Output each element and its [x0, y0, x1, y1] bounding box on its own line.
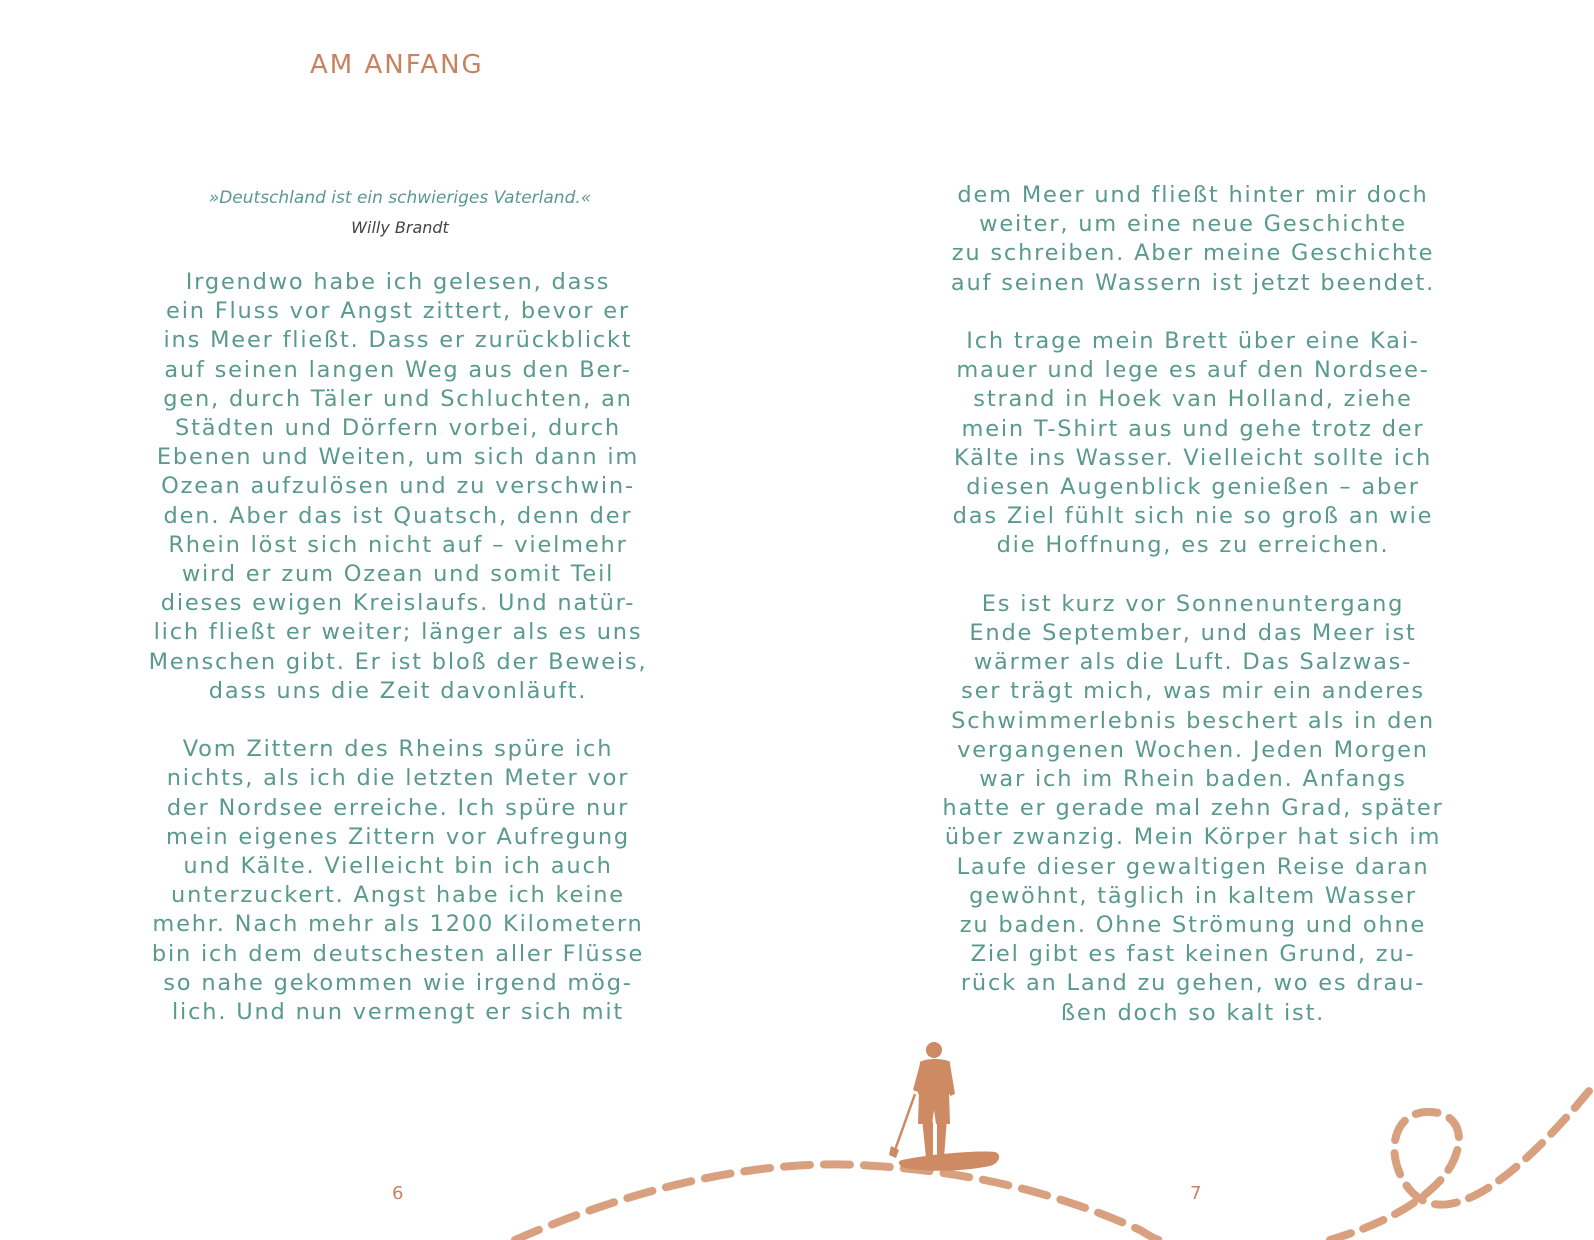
left-page-text	[118, 268, 678, 1027]
epigraph-quote: »Deutschland ist ein schwieriges Vaterland.«	[208, 188, 592, 208]
paragraph: Es ist kurz vor Sonnenuntergang Ende September, und das Meer ist wärmer als die Luft. Das Salzwas- ser trägt mich, was mir ein anderes Schwimmerlebnis beschert als in den vergangenen Wochen. Jeden Morgen war ich im Rhein baden. Anfangs hatte er gerade mal zehn Grad, später über zwanzig. Mein Körper hat sich im Laufe dieser gewaltigen Reise daran gewöhnt, täglich in kaltem Wasser zu baden. Ohne Strömung und ohne Ziel gibt es fast keinen Grund, zu- rück an Land zu gehen, wo es drau- ßen doch so kalt ist.	[942, 590, 1444, 1026]
paragraph: Ich trage mein Brett über eine Kai- mauer und lege es auf den Nordsee- strand in Hoek van Holland, ziehe mein T-Shirt aus und gehe trotz der Kälte ins Wasser. Vielleicht sollte ich diesen Augenblick genießen – aber das Ziel fühlt sich nie so groß an wie die Hoffnung, es zu erreichen.	[952, 328, 1434, 559]
dashed-route-path-right	[1330, 1085, 1594, 1240]
paddle	[895, 1094, 915, 1150]
paragraph: Vom Zittern des Rheins spüre ich nichts, als ich die letzten Meter vor der Nordsee erreiche. Ich spüre nur mein eigenes Zittern vor Aufregung und Kälte. Vielleicht bin ich auch unterzuckert. Angst habe ich keine mehr. Nach mehr als 1200 Kilometern bin ich dem deutschesten aller Flüsse so nahe gekommen wie irgend mög- lich. Und nun vermengt er sich mit	[151, 736, 645, 1026]
page-number-right: 7	[1190, 1183, 1202, 1204]
paragraph: dem Meer und fließt hinter mir doch weiter, um eine neue Geschichte zu schreiben. Aber meine Geschichte auf seinen Wassern ist jetzt beendet.	[950, 182, 1436, 296]
epigraph-author: Willy Brandt	[351, 218, 449, 237]
paddler-icon	[899, 1042, 999, 1171]
dashed-route-path	[515, 1164, 1160, 1240]
paragraph: Irgendwo habe ich gelesen, dass ein Fluss vor Angst zittert, bevor er ins Meer fließt. Dass er zurückblickt auf seinen langen Weg aus den Ber- gen, durch Täler und Schluchten, an Städten und Dörfern vorbei, durch Ebenen und Weiten, um sich dann im Ozean aufzulösen und zu verschwin- den. Aber das ist Quatsch, denn der Rhein löst sich nicht auf – vielmehr wird er zum Ozean und somit Teil dieses ewigen Kreislaufs. Und natür- lich fließt er weiter; länger als es uns Menschen gibt. Er ist bloß der Beweis, dass uns die Zeit davonläuft.	[148, 269, 648, 704]
right-page-text	[913, 181, 1473, 1028]
running-head: AM ANFANG	[310, 50, 484, 80]
page-number-left: 6	[392, 1183, 404, 1204]
